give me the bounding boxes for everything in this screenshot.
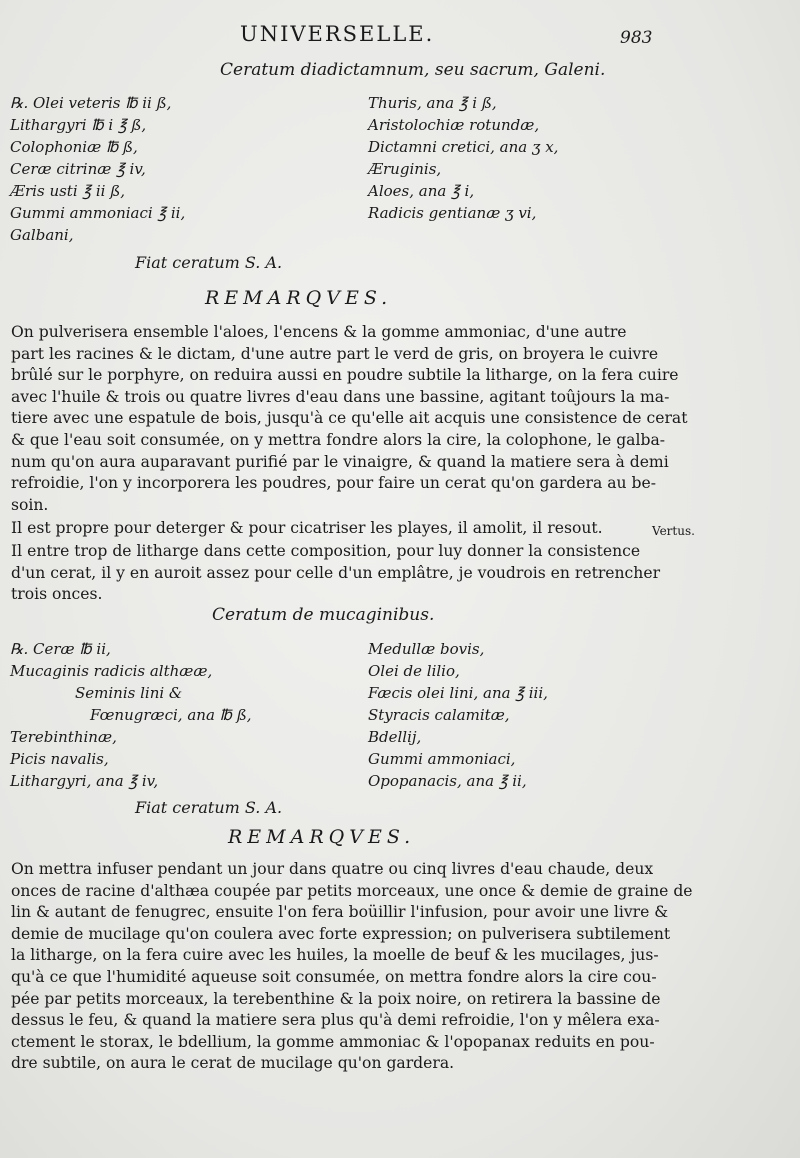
ingredient-line: ℞. Olei veteris ℔ ii ß,: [10, 94, 172, 112]
ingredient-line: Thuris, ana ℥ i ß,: [368, 94, 497, 112]
recipe-title: Ceratum de mucaginibus.: [212, 605, 435, 625]
ingredient-line: Radicis gentianæ ʒ vi,: [368, 204, 537, 222]
ingredient-line: Aloes, ana ℥ i,: [368, 182, 475, 200]
ingredient-line: Styracis calamitæ,: [368, 706, 510, 724]
ingredient-line: Lithargyri, ana ℥ iv,: [10, 772, 159, 790]
ingredient-line: Gummi ammoniaci ℥ ii,: [10, 204, 186, 222]
ingredient-line: Colophoniæ ℔ ß,: [10, 138, 138, 156]
ingredient-line: Æruginis,: [368, 160, 442, 178]
running-title: UNIVERSELLE.: [240, 22, 435, 46]
ingredient-line: Mucaginis radicis althææ,: [10, 662, 213, 680]
ingredient-line: Seminis lini &: [75, 684, 183, 702]
ingredient-line: ℞. Ceræ ℔ ii,: [10, 640, 111, 658]
ingredient-line: Medullæ bovis,: [368, 640, 485, 658]
ingredient-line: Fœnugræci, ana ℔ ß,: [90, 706, 252, 724]
margin-note: Vertus.: [652, 524, 695, 538]
ingredient-line: Aristolochiæ rotundæ,: [368, 116, 540, 134]
remarks-paragraph: On mettra infuser pendant un jour dans quatre ou cinq livres d'eau chaude, deux onces de racine d'althæa coupée par petits morceaux, une once & demie de graine de lin & autant de fenugrec, ensuite l'on fera boüillir l'infusion, pour avoir une livre & demie de mucilage qu'on coulera avec forte expression; on pulverisera subtilement la litharge, on la fera cuire avec les huiles, la moelle de beuf & les mucilages, jus- qu'à ce que l'humidité aqueuse soit consumée, on mettra fondre alors la cire cou- pée par petits morceaux, la terebenthine & la poix noire, on retirera la bassine de dessus le feu, & quand la matiere sera plus qu'à demi refroidie, l'on y mêlera exa- ctement le storax, le bdellium, la gomme ammoniac & l'opopanax reduits en pou- dre subtile, on aura le cerat de mucilage qu'on gardera.: [11, 860, 693, 1073]
ingredient-line: Ceræ citrinæ ℥ iv,: [10, 160, 146, 178]
remarks-paragraph: On pulverisera ensemble l'aloes, l'encens & la gomme ammoniac, d'une autre part les racines & le dictam, d'une autre part le verd de gris, on broyera le cuivre brûlé sur le porphyre, on reduira aussi en poudre subtile la litharge, on la fera cuire avec l'huile & trois ou quatre livres d'eau dans une bassine, agitant toûjours la ma- tiere avec une espatule de bois, jusqu'à ce qu'elle ait acquis une consistence de cerat & que l'eau soit consumée, on y mettra fondre alors la cire, la colophone, le galba- num qu'on aura auparavant purifié par le vinaigre, & quand la matiere sera à demi refroidie, l'on y incorporera les poudres, pour faire un cerat qu'on gardera au be- soin.: [11, 323, 688, 514]
fiat-line: Fiat ceratum S. A.: [135, 798, 283, 817]
ingredient-line: Terebinthinæ,: [10, 728, 117, 746]
ingredient-line: Gummi ammoniaci,: [368, 750, 516, 768]
ingredient-line: Picis navalis,: [10, 750, 109, 768]
remarks-paragraph: Il entre trop de litharge dans cette composition, pour luy donner la consistence d'un cerat, il y en auroit assez pour celle d'un emplâtre, je voudrois en retrencher trois onces.: [11, 542, 661, 604]
remarks-heading: REMARQVES.: [228, 826, 416, 848]
ingredient-line: Bdellij,: [368, 728, 422, 746]
ingredient-line: Dictamni cretici, ana ʒ x,: [368, 138, 559, 156]
recipe-title: Ceratum diadictamnum, seu sacrum, Galeni.: [220, 60, 606, 80]
ingredient-line: Æris usti ℥ ii ß,: [10, 182, 125, 200]
ingredient-line: Olei de lilio,: [368, 662, 460, 680]
remarks-heading: REMARQVES.: [205, 287, 393, 309]
remarks-paragraph: Il est propre pour deterger & pour cicatriser les playes, il amolit, il resout.: [11, 519, 603, 537]
fiat-line: Fiat ceratum S. A.: [135, 253, 283, 272]
ingredient-line: Opopanacis, ana ℥ ii,: [368, 772, 527, 790]
ingredient-line: Fæcis olei lini, ana ℥ iii,: [368, 684, 548, 702]
ingredient-line: Lithargyri ℔ i ℥ ß,: [10, 116, 147, 134]
ingredient-line: Galbani,: [10, 226, 74, 244]
page-number: 983: [620, 28, 653, 48]
